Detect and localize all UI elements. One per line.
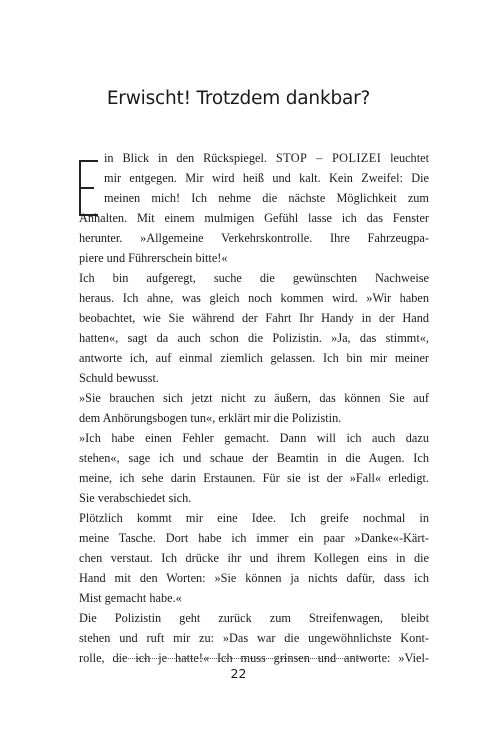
text-line: mir entgegen. Mir wird heiß und kalt. Kein Zweifel: Die <box>104 171 429 185</box>
text-line: hatten«, sagt da auch schon die Polizistin. »Ja, das stimmt«, <box>79 331 429 345</box>
text-line: Schuld bewusst. <box>79 371 159 385</box>
drop-cap-top-bar <box>79 160 98 162</box>
sign-text-stop-polizei: STOP – POLIZEI <box>275 151 382 165</box>
text-line: rolle, die ich je hatte!« Ich muss grinsen und antworte: »Viel- <box>79 651 429 665</box>
chapter-title: Erwischt! Trotzdem dankbar? <box>106 88 371 109</box>
page-number: 22 <box>230 666 247 681</box>
text-run: in Blick in den Rückspiegel. <box>104 151 276 165</box>
text-run: leuchtet <box>381 151 429 165</box>
text-line: Ich bin aufgeregt, suche die gewünschten Nachweise <box>79 271 429 285</box>
text-line: Mist gemacht habe.« <box>79 591 182 605</box>
text-line <box>104 148 429 168</box>
footer-dotted-rule <box>118 658 373 659</box>
text-line: meinen mich! Ich nehme die nächste Möglichkeit zum <box>104 191 429 205</box>
text-line: heraus. Ich ahne, was gleich noch kommen wird. »Wir haben <box>79 291 429 305</box>
text-line: stehen und ruft mir zu: »Das war die ungewöhnlichste Kont- <box>79 631 429 645</box>
text-line: Plötzlich kommt mir eine Idee. Ich greife nochmal in <box>79 511 429 525</box>
text-line: »Sie brauchen sich jetzt nicht zu äußern, das können Sie auf <box>79 391 429 405</box>
text-line: Hand mit den Worten: »Sie können ja nichts dafür, dass ich <box>79 571 429 585</box>
text-line: stehen«, sage ich und schaue der Beamtin in die Augen. Ich <box>79 451 429 465</box>
text-line: beobachtet, wie Sie während der Fahrt Ihr Handy in der Hand <box>79 311 429 325</box>
text-line: Sie verabschiedet sich. <box>79 491 192 505</box>
text-line: meine, ich sehe darin Erstaunen. Für sie ist der »Fall« erledigt. <box>79 471 429 485</box>
text-line: »Ich habe einen Fehler gemacht. Dann will ich auch dazu <box>79 431 429 445</box>
text-line: chen verstaut. Ich drücke ihr und ihrem Kollegen eins in die <box>79 551 429 565</box>
text-line: Die Polizistin geht zurück zum Streifenwagen, bleibt <box>79 611 429 625</box>
text-line: herunter. »Allgemeine Verkehrskontrolle. Ihre Fahrzeugpa- <box>79 231 429 245</box>
text-line: meine Tasche. Dort habe ich immer ein paar »Danke«-Kärt- <box>79 531 429 545</box>
drop-cap-middle-bar <box>79 187 94 189</box>
text-line: piere und Führerschein bitte!« <box>79 251 228 265</box>
text-line: dem Anhörungsbogen tun«, erklärt mir die Polizistin. <box>79 411 342 425</box>
text-line: antworte ich, auf einmal ziemlich gelassen. Ich bin mir meiner <box>79 351 429 365</box>
text-line: Anhalten. Mit einem mulmigen Gefühl lasse ich das Fenster <box>79 211 429 225</box>
